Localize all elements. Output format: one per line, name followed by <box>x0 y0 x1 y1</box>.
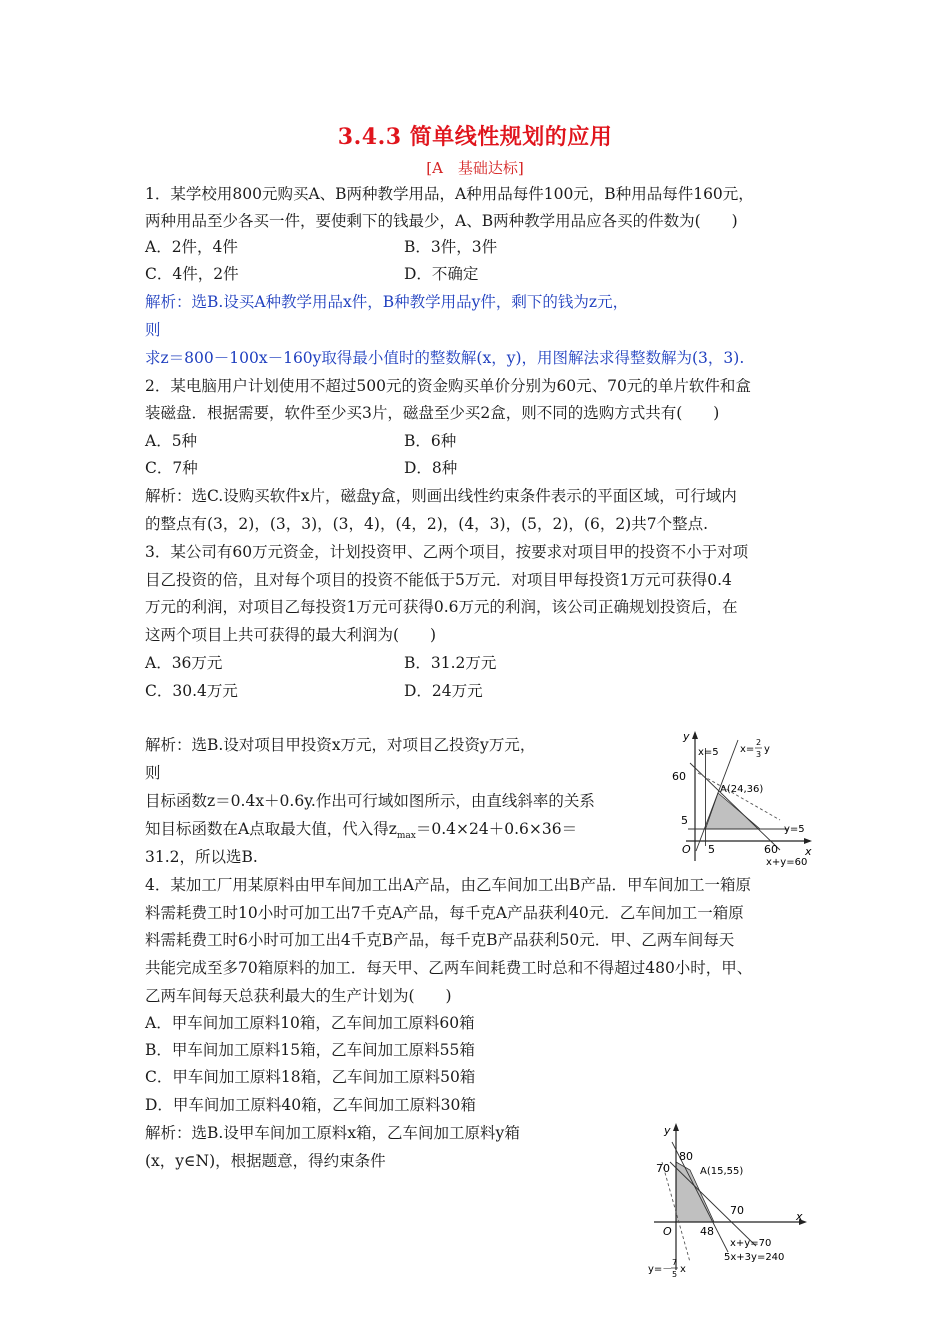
q1-solution-line-1: 解析：选B.设买A种教学用品x件，B种教学用品y件，剩下的钱为z元， <box>145 293 629 311</box>
section-subtitle: [A 基础达标] <box>426 159 524 177</box>
q3-frac-num: 2 <box>756 738 762 747</box>
q4-frac-suffix: x <box>680 1264 686 1275</box>
q4-label-point-a: A(15,55) <box>700 1166 744 1177</box>
q1-stem-line-1: 1．某学校用800元购买A、B两种教学用品，A种用品每件100元，B种用品每件160元， <box>145 185 754 203</box>
q3-option-a: A．36万元 <box>145 654 223 672</box>
q4-frac-prefix: y=－ <box>648 1264 673 1275</box>
q4-tick-80y: 80 <box>679 1150 693 1163</box>
q3-x-axis-arrow <box>804 838 812 844</box>
q4-y-label: y <box>664 1124 671 1137</box>
q3-tick-60x: 60 <box>764 843 778 856</box>
q1-solution-line-3: 求z＝800－100x－160y取得最小值时的整数解(x，y)，用图解法求得整数解为(3，3). <box>145 349 745 367</box>
q4-feasible-region-figure <box>646 1120 816 1280</box>
q4-x-label: x <box>796 1210 803 1223</box>
q3-frac-prefix: x= <box>740 744 755 755</box>
q3-option-d: D．24万元 <box>404 682 483 700</box>
q3-label-y5: y=5 <box>784 824 805 835</box>
q3-frac-suffix: y <box>764 744 770 755</box>
q1-solution-line-2: 则 <box>145 321 161 339</box>
q2-solution-line-1: 解析：选C.设购买软件x片，磁盘y盒，则画出线性约束条件表示的平面区域，可行域内 <box>145 487 737 505</box>
q2-option-c: C．7种 <box>145 459 198 477</box>
q3-origin-label: O <box>682 843 691 856</box>
q1-option-b: B．3件，3件 <box>404 238 498 256</box>
q2-stem-line-1: 2．某电脑用户计划使用不超过500元的资金购买单价分别为60元、70元的单片软件和盒 <box>145 377 751 395</box>
q3-subscript: max <box>396 831 416 842</box>
q3-label-x5: x=5 <box>698 747 719 758</box>
q4-stem-line-4: 共能完成至多70箱原料的加工．每天甲、乙两车间耗费工时总和不得超过480小时，甲、 <box>145 959 753 977</box>
q3-feasible-region-figure <box>668 728 818 868</box>
q3-option-c: C．30.4万元 <box>145 682 238 700</box>
q4-y-axis-arrow <box>673 1123 679 1131</box>
q3-label-xy60: x+y=60 <box>766 857 808 868</box>
q3-solution-line-2: 则 <box>145 764 161 782</box>
q4-frac-num: 7 <box>672 1258 678 1267</box>
q2-stem-line-2: 装磁盘．根据需要，软件至少买3片，磁盘至少买2盒，则不同的选购方式共有( ) <box>145 404 720 422</box>
q3-stem-line-3: 万元的利润，对项目乙每投资1万元可获得0.6万元的利润，该公司正确规划投资后，在 <box>145 598 738 616</box>
q3-tick-60y: 60 <box>672 770 686 783</box>
q3-y-label: y <box>683 730 690 743</box>
q4-stem-line-1: 4．某加工厂用某原料由甲车间加工出A产品，由乙车间加工出B产品．甲车间加工一箱原 <box>145 876 751 894</box>
q1-option-a: A．2件，4件 <box>145 238 238 256</box>
q4-frac-den: 5 <box>672 1270 678 1279</box>
q3-solution-line-5: 31.2，所以选B. <box>145 848 258 866</box>
q4-stem-line-5: 乙两车间每天总获利最大的生产计划为( ) <box>145 987 452 1005</box>
q2-solution-line-2: 的整点有(3，2)，(3，3)，(3，4)，(4，2)，(4，3)，(5，2)，(6，2)共7个整点. <box>145 515 709 533</box>
q3-frac-den: 3 <box>756 750 762 759</box>
q1-option-d: D．不确定 <box>404 265 479 283</box>
q3-x-label: x <box>805 845 812 858</box>
q3-stem-line-2: 目乙投资的倍，且对每个项目的投资不能低于5万元．对项目甲每投资1万元可获得0.4 <box>145 571 732 589</box>
q4-stem-line-3: 料需耗费工时6小时可加工出4千克B产品，每千克B产品获利50元．甲、乙两车间每天 <box>145 931 735 949</box>
q4-label-xy70: x+y=70 <box>730 1238 772 1249</box>
q4-option-d: D．甲车间加工原料40箱，乙车间加工原料30箱 <box>145 1096 476 1114</box>
q3-solution-line-1: 解析：选B.设对项目甲投资x万元，对项目乙投资y万元， <box>145 736 536 754</box>
q3-label-point-a: A(24,36) <box>720 784 764 795</box>
q3-option-b: B．31.2万元 <box>404 654 497 672</box>
q3-tick-5y: 5 <box>681 814 688 827</box>
q4-solution-line-2: (x，y∈N)，根据题意，得约束条件 <box>145 1152 386 1170</box>
q1-stem-line-2: 两种用品至少各买一件，要使剩下的钱最少，A、B两种教学用品应各买的件数为( ) <box>145 212 738 230</box>
q4-option-c: C．甲车间加工原料18箱，乙车间加工原料50箱 <box>145 1068 476 1086</box>
q4-option-a: A．甲车间加工原料10箱，乙车间加工原料60箱 <box>145 1014 475 1032</box>
q3-y-axis-arrow <box>692 731 698 739</box>
q4-tick-70y: 70 <box>656 1162 670 1175</box>
q4-tick-70x: 70 <box>730 1204 744 1217</box>
q3-tick-5x: 5 <box>708 843 715 856</box>
q1-option-c: C．4件，2件 <box>145 265 239 283</box>
q3-feasible-region <box>706 793 761 829</box>
q2-option-b: B．6种 <box>404 432 457 450</box>
q4-origin-label: O <box>663 1225 672 1238</box>
q4-stem-line-2: 料需耗费工时10小时可加工出7千克A产品，每千克A产品获利40元．乙车间加工一箱原 <box>145 904 744 922</box>
page-title: 3.4.3 简单线性规划的应用 <box>337 124 613 150</box>
q3-solution-line-4 <box>145 818 577 847</box>
q4-tick-48x: 48 <box>700 1225 714 1238</box>
q3-stem-line-4: 这两个项目上共可获得的最大利润为( ) <box>145 626 437 644</box>
q2-option-a: A．5种 <box>145 432 198 450</box>
q3-solution-line-3: 目标函数z＝0.4x＋0.6y.作出可行域如图所示，由直线斜率的关系 <box>145 792 595 810</box>
q4-option-b: B．甲车间加工原料15箱，乙车间加工原料55箱 <box>145 1041 475 1059</box>
q4-solution-line-1: 解析：选B.设甲车间加工原料x箱，乙车间加工原料y箱 <box>145 1124 520 1142</box>
q3-solution-text: 知目标函数在A点取最大值，代入得z <box>145 820 397 838</box>
q2-option-d: D．8种 <box>404 459 458 477</box>
q3-solution-tail: ＝0.4×24＋0.6×36＝ <box>415 820 578 838</box>
q3-stem-line-1: 3．某公司有60万元资金，计划投资甲、乙两个项目，按要求对项目甲的投资不小于对项 <box>145 543 749 561</box>
q4-label-5x3y240: 5x+3y=240 <box>724 1252 785 1263</box>
